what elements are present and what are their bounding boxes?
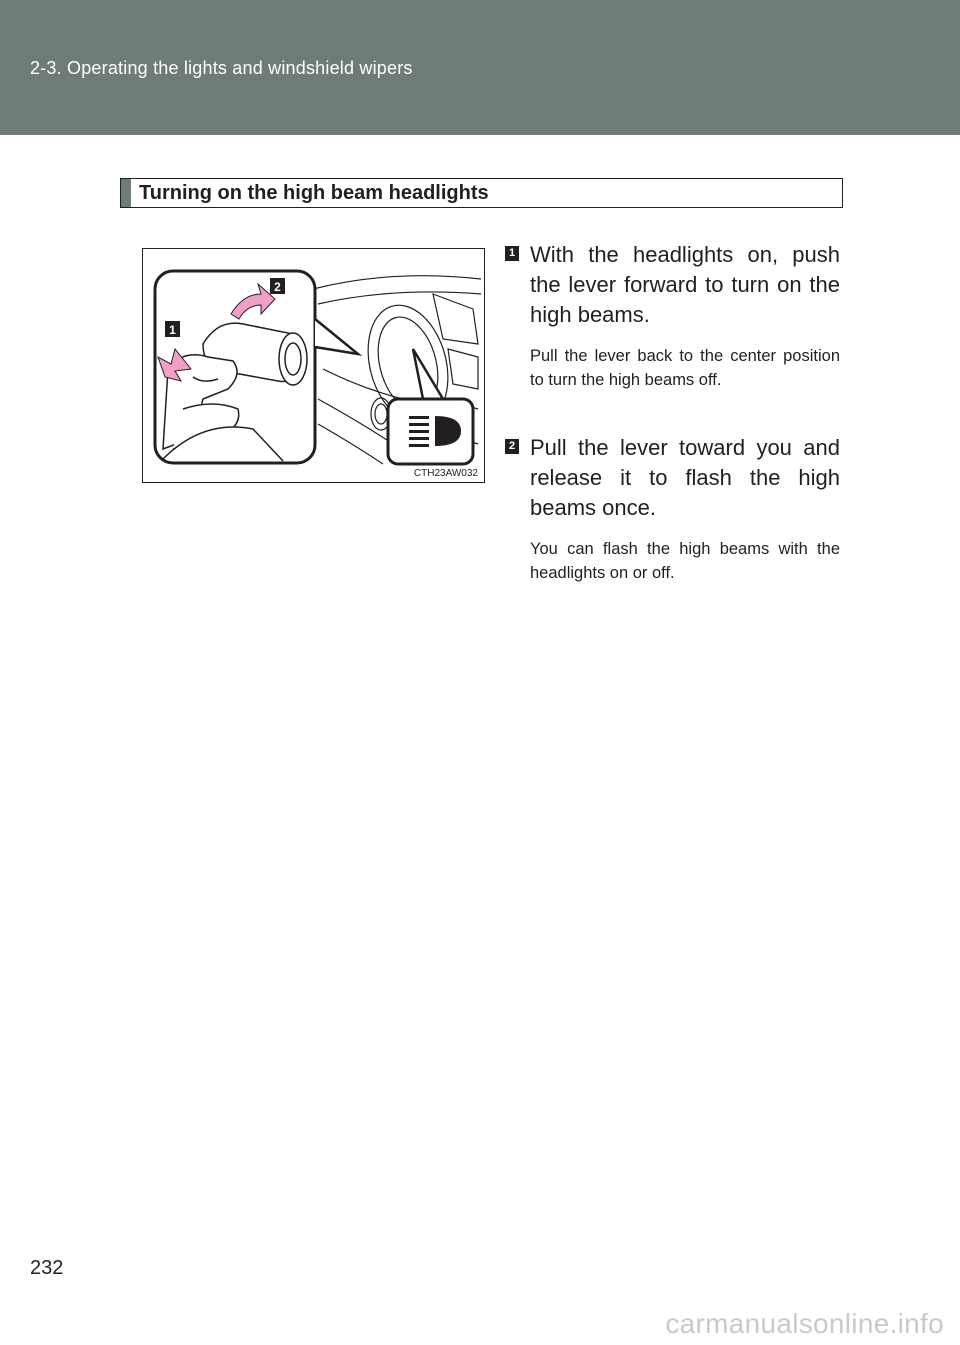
figure-label-2: 2 bbox=[274, 280, 281, 294]
step-2-note: You can flash the high beams with the headlights on or off. bbox=[530, 540, 840, 582]
figure-code: CTH23AW032 bbox=[413, 468, 478, 479]
lever-illustration-drawing bbox=[143, 249, 484, 482]
step-1-instruction: With the headlights on, push the lever forward to turn on the high beams. bbox=[530, 242, 840, 327]
step-2 bbox=[505, 433, 840, 585]
step-2-instruction: Pull the lever toward you and release it to flash the high beams once. bbox=[530, 435, 840, 520]
page-number: 232 bbox=[30, 1257, 64, 1279]
section-heading bbox=[120, 178, 843, 208]
step-2-number: 2 bbox=[505, 439, 519, 454]
heading-accent-bar bbox=[121, 179, 131, 207]
step-1 bbox=[505, 240, 840, 392]
chapter-title: 2-3. Operating the lights and windshield wipers bbox=[30, 58, 413, 78]
step-1-note: Pull the lever back to the center position to turn the high beams off. bbox=[530, 347, 840, 389]
section-heading-text: Turning on the high beam headlights bbox=[139, 182, 489, 204]
lever-illustration bbox=[142, 248, 485, 483]
figure-label-1: 1 bbox=[169, 323, 176, 337]
watermark-link[interactable]: carmanualsonline.info bbox=[665, 1308, 944, 1339]
page-header bbox=[0, 0, 960, 135]
step-1-number: 1 bbox=[505, 246, 519, 261]
